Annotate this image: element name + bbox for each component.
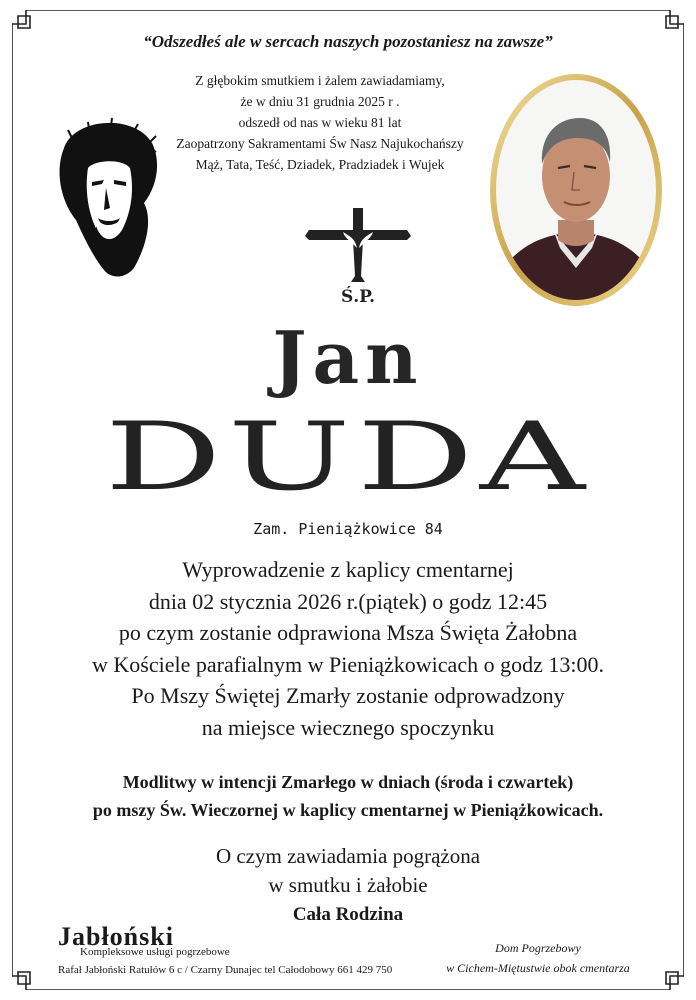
prayer-line: po mszy Św. Wieczornej w kaplicy cmentarnej w Pieniążkowicach. [92,800,604,820]
intro-line: Zaopatrzony Sakramentami Św Nasz Najukochańszy [176,136,464,151]
company-address: Rafał Jabłoński Ratułów 6 c / Czarny Dunajec tel Całodobowy 661 429 750 [58,964,393,976]
funeral-line: Wyprowadzenie z kaplicy cmentarnej [182,557,514,582]
funeral-line: Po Mszy Świętej Zmarły zostanie odprowadzony [131,683,565,708]
funeral-home-line: w Cichem-Miętustwie obok cmentarza [446,961,630,975]
funeral-line: dnia 02 stycznia 2026 r.(piątek) o godz 12:45 [148,588,548,614]
notice-line: w smutku i żałobie [268,873,428,897]
notice-line: O czym zawiadamia pogrążona [215,844,481,868]
prayer-line: Modlitwy w intencji Zmarłego w dniach (środa i czwartek) [122,772,574,792]
intro-line: Z głębokim smutkiem i żalem zawiadamiamy, [195,73,445,88]
intro-line: że w dniu 31 grudnia 2025 r . [240,94,400,109]
announcement-intro [150,70,490,175]
funeral-company-info [58,922,398,976]
company-brand-logo: Jabłoński [58,922,174,951]
intro-line: Mąż, Tata, Teść, Dziadek, Pradziadek i Wujek [195,157,445,172]
prayer-schedule [20,768,676,824]
funeral-line: na miejsce wiecznego spoczynku [201,714,495,740]
intro-line: odszedł od nas w wieku 81 lat [238,115,402,130]
family-notice [0,842,696,900]
family-signature: Cała Rodzina [292,904,404,925]
funeral-home-info [428,938,648,978]
funeral-home-line: Dom Pogrzebowy [495,941,581,955]
funeral-details [30,554,666,743]
motto: “Odszedłeś ale w sercach naszych pozostaniesz na zawsze” [143,32,553,51]
deceased-last-name: DUDA [104,403,592,512]
funeral-line: w Kościele parafialnym w Pieniążkowicach o godz 13:00. [92,651,604,677]
company-services: Kompleksowe usługi pogrzebowe [80,946,230,958]
funeral-line: po czym zostanie odprawiona Msza Święta Żałobna [118,620,578,645]
christ-crown-of-thorns-image [44,108,166,280]
residence-address: Zam. Pieniążkowice 84 [253,520,443,538]
cross-caption: Ś.P. [340,287,376,307]
deceased-portrait-photo [488,72,664,308]
cross-icon [303,208,413,308]
deceased-first-name: Jan [272,315,424,400]
